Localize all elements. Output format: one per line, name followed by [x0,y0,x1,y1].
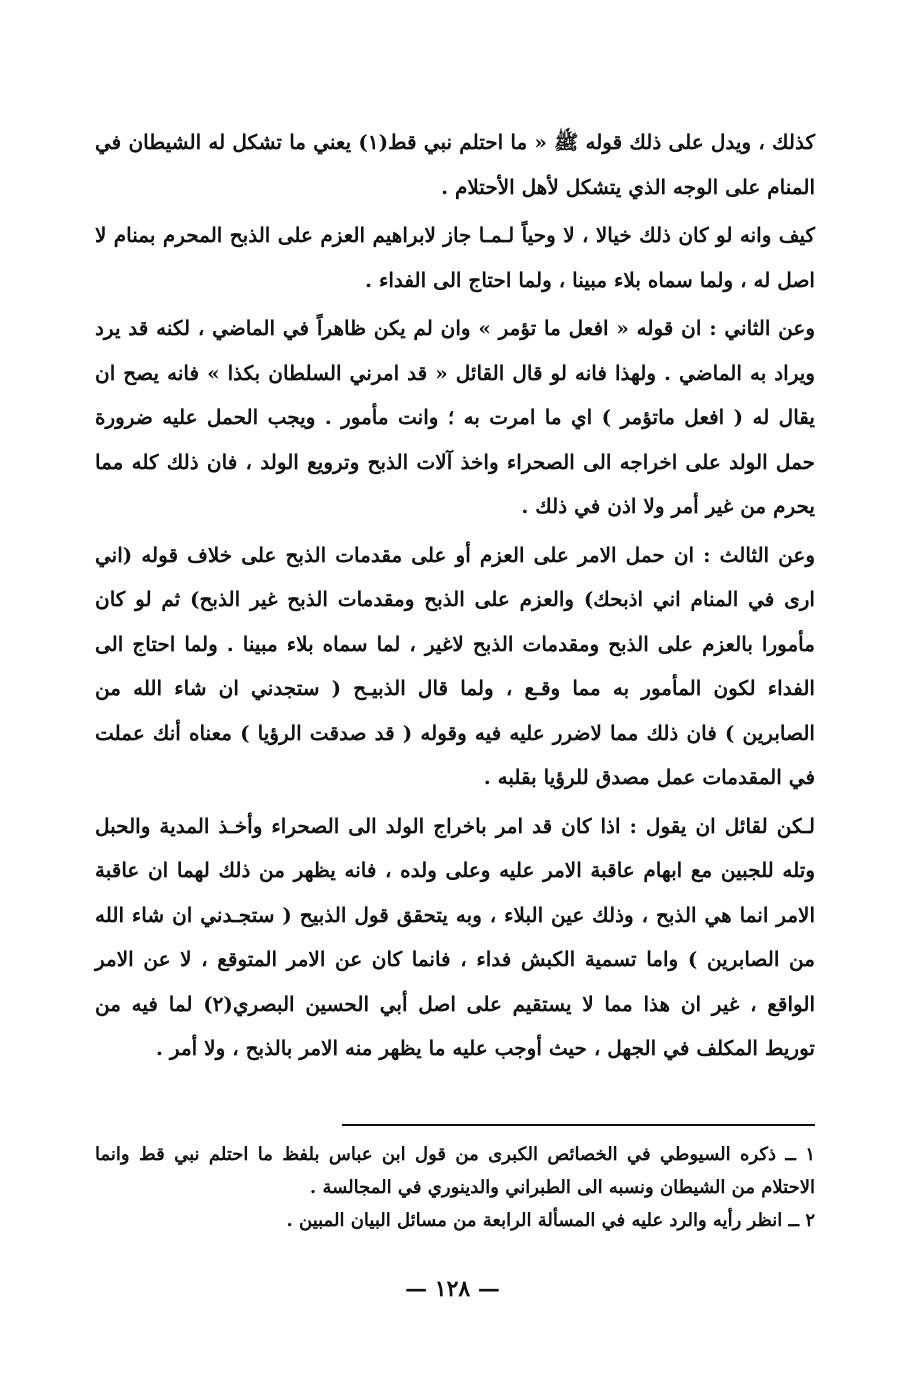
footnote-separator [342,1124,815,1126]
paragraph: لـكن لقائل ان يقول : اذا كان قد امر باخراج الولد الى الصحراء وأخـذ المدية والحبل وتله للجبين مع ابهام عاقبة الامر عليه وعلى ولده ، فانه يظهر من ذلك لهما ان عاقبة الامر انما هي الذبح ، وذلك عين البلاء ، وبه يتحقق قول الذبيح ( ستجـدني ان شاء الله من الصابرين ) واما تسمية الكبش فداء ، فانما كان عن الامر المتوقع ، لا عن الامر الواقع ، غير ان هذا مما لا يستقيم على اصل أبي الحسين البصري(٢) لما فيه من توريط المكلف في الجهل ، حيث أوجب عليه ما يظهر منه الامر بالذبح ، ولا أمر . [95,813,816,1060]
paragraph: كذلك ، ويدل على ذلك قوله ﷺ « ما احتلم نبي قط(١) يعني ما تشكل له الشيطان في المنام على الوجه الذي يتشكل لأهل الأحتلام . [95,130,815,199]
footnotes [95,1138,815,1237]
footnote: ١ ــ ذكره السيوطي في الخصائص الكبرى من قول ابن عباس بلفظ ما احتلم نبي قط وانما الاحتلام من الشيطان ونسبه الى الطبراني والدينوري في المجالسة . [95,1144,815,1198]
page-number: — ١٢٨ — [405,1276,500,1302]
paragraph: وعن الثالث : ان حمل الامر على العزم أو على مقدمات الذبح على خلاف قوله (اني ارى في المنام اني اذبحك) والعزم على الذبح ومقدمات الذبح غير الذبح) ثم لو كان مأمورا بالعزم على الذبح ومقدمات الذبح لاغير ، لما سماه بلاء مبينا . ولما احتاج الى الفداء لكون المأمور به مما وقـع ، ولما قال الذبيـح ( ستجدني ان شاء الله من الصابرين ) فان ذلك مما لاضرر عليه فيه وقوله ( قد صدقت الرؤيا ) معناه أنك عملت في المقدمات عمل مصدق للرؤيا بقلبه . [95,542,815,789]
paragraph: وعن الثاني : ان قوله « افعل ما تؤمر » وان لم يكن ظاهراً في الماضي ، لكنه قد يرد ويراد به الماضي . ولهذا فانه لو قال القائل « قد امرني السلطان بكذا » فانه يصح ان يقال له ( افعل ماتؤمر ) اي ما امرت به ؛ وانت مأمور . ويجب الحمل عليه ضرورة حمل الولد على اخراجه الى الصحراء واخذ آلات الذبح وترويع الولد ، فان ذلك كله مما يحرم من غير أمر ولا اذن في ذلك . [95,316,815,518]
paragraph: كيف وانه لو كان ذلك خيالا ، لا وحياً لـمـا جاز لابراهيم العزم على الذبح المحرم بمنام لا اصل له ، ولما سماه بلاء مبينا ، ولما احتاج الى الفداء . [95,223,815,292]
main-text [95,120,815,1071]
footnote: ٢ ــ انظر رأيه والرد عليه في المسألة الرابعة من مسائل البيان المبين . [286,1210,815,1231]
